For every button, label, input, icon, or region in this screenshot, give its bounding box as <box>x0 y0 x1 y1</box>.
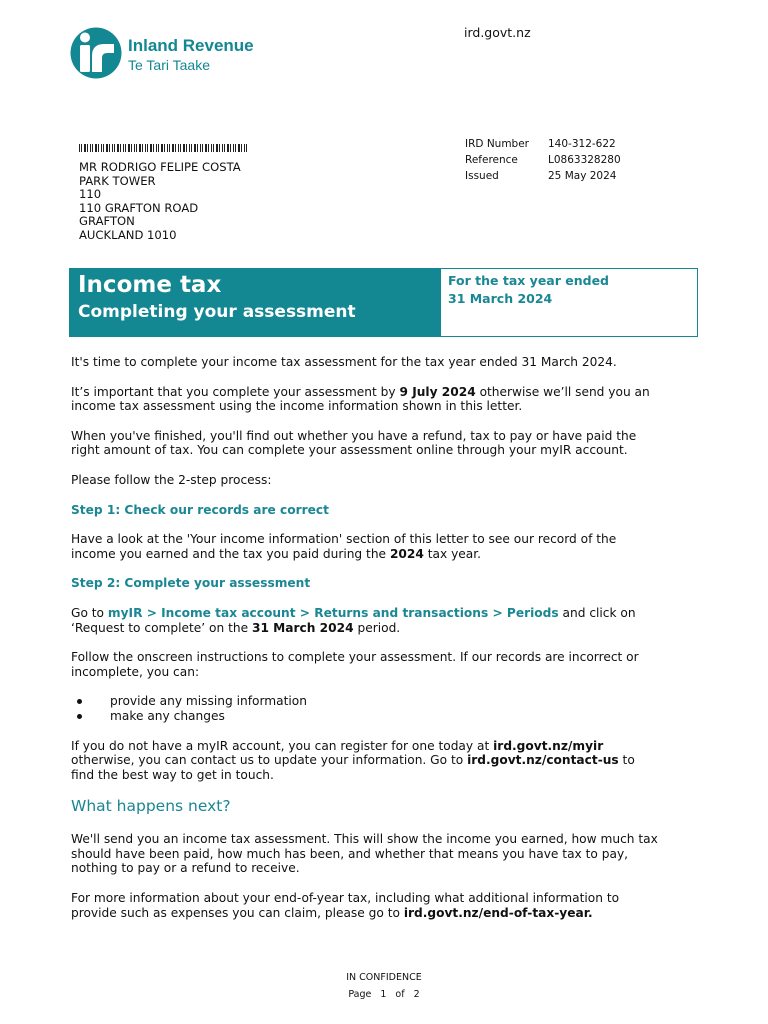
register-text: If you do not have a myIR account, you can register for one today at <box>71 738 494 753</box>
detail-label: IRD Number <box>465 138 529 150</box>
barcode <box>79 144 249 152</box>
address-line: AUCKLAND 1010 <box>79 227 177 242</box>
step-2-text: ‘Request to complete’ on the <box>71 620 252 635</box>
instructions-line: incomplete, you can: <box>71 664 200 679</box>
next-line: should have been paid, how much has been, and whether that means you have tax to pay, <box>71 846 629 861</box>
instructions-paragraph <box>71 650 721 679</box>
process-paragraph <box>71 473 721 488</box>
step-2-line <box>71 621 721 636</box>
reference-value: L0863328280 <box>548 154 621 166</box>
what-happens-next-heading: What happens next? <box>71 797 231 816</box>
detail-row-issued <box>465 168 621 184</box>
deadline-line <box>71 385 721 400</box>
logo-name: Inland Revenue <box>128 36 254 55</box>
step-1-line <box>71 547 721 562</box>
next-paragraph <box>71 832 721 876</box>
list-item <box>71 709 721 724</box>
page-total: 2 <box>413 989 420 1000</box>
list-item <box>71 694 721 709</box>
deadline-line: income tax assessment using the income information shown in this letter. <box>71 399 523 414</box>
page-label: Page <box>348 989 372 1000</box>
period-date: 31 March 2024 <box>251 620 354 635</box>
letter-body <box>71 355 721 935</box>
address-line: PARK TOWER <box>79 173 156 188</box>
deadline-date: 9 July 2024 <box>399 384 476 399</box>
tax-year-date: 31 March 2024 <box>448 291 553 306</box>
recipient-address <box>79 161 241 243</box>
step-1-line: Have a look at the 'Your income information' section of this letter to see our record of the <box>71 532 617 547</box>
step-2-text: period. <box>353 620 401 635</box>
address-line: 110 GRAFTON ROAD <box>79 200 199 215</box>
bullet-icon <box>77 714 82 719</box>
register-line <box>71 753 721 768</box>
ird-number-value: 140-312-622 <box>548 138 616 150</box>
step-2-heading <box>71 576 721 591</box>
myir-navigation-path: myIR > Income tax account > Returns and transactions > Periods <box>107 605 559 620</box>
website-address: ird.govt.nz <box>464 25 531 40</box>
more-info-paragraph <box>71 891 721 920</box>
logo-subname: Te Tari Taake <box>128 57 210 73</box>
step-1-heading <box>71 503 721 518</box>
deadline-paragraph <box>71 385 721 414</box>
tax-year: 2024 <box>389 546 424 561</box>
step-1-text: tax year. <box>423 546 482 561</box>
register-line <box>71 739 721 754</box>
outcome-line: right amount of tax. You can complete your assessment online through your myIR account. <box>71 443 628 458</box>
issued-date-value: 25 May 2024 <box>548 170 617 182</box>
tax-year-label: For the tax year ended <box>448 273 609 288</box>
title-banner <box>69 268 698 337</box>
classification-label: IN CONFIDENCE <box>346 972 422 983</box>
step-1-heading-text: Step 1: Check our records are correct <box>71 502 329 517</box>
contact-link-text: ird.govt.nz/contact-us <box>467 753 619 768</box>
outcome-line: When you've finished, you'll find out whether you have a refund, tax to pay or have paid the <box>71 428 637 443</box>
intro-line: It's time to complete your income tax assessment for the tax year ended 31 March 2024. <box>71 355 617 369</box>
banner-title: Income tax <box>78 272 222 298</box>
option-text: make any changes <box>110 708 225 723</box>
address-line: GRAFTON <box>79 214 135 229</box>
deadline-text: otherwise we’ll send you an <box>475 384 650 399</box>
step-1-paragraph <box>71 532 721 561</box>
options-list <box>71 694 721 723</box>
step-2-paragraph <box>71 606 721 635</box>
option-text: provide any missing information <box>110 694 307 709</box>
detail-label: Reference <box>465 154 518 166</box>
step-2-line <box>71 606 721 621</box>
more-info-text: provide such as expenses you can claim, please go to <box>71 905 404 920</box>
end-of-tax-year-link-text: ird.govt.nz/end-of-tax-year. <box>403 905 593 920</box>
detail-row-ird-number <box>465 136 621 152</box>
register-text: otherwise, you can contact us to update your information. Go to <box>71 753 468 768</box>
myir-link-text: ird.govt.nz/myir <box>493 738 604 753</box>
next-line: We'll send you an income tax assessment. This will show the income you earned, how much tax <box>71 832 658 847</box>
letter-details <box>465 136 621 184</box>
intro-paragraph <box>71 355 721 370</box>
step-2-text: Go to <box>71 605 108 620</box>
outcome-paragraph <box>71 429 721 458</box>
step-2-heading-text: Step 2: Complete your assessment <box>71 576 311 591</box>
address-line: 110 <box>79 187 102 202</box>
register-paragraph <box>71 739 721 783</box>
banner-subtitle: Completing your assessment <box>78 302 356 322</box>
page-count <box>0 989 768 1001</box>
bullet-icon <box>77 699 82 704</box>
step-2-text: and click on <box>558 605 636 620</box>
step-1-text: income you earned and the tax you paid during the <box>71 546 390 561</box>
process-line: Please follow the 2-step process: <box>71 472 272 487</box>
address-line: MR RODRIGO FELIPE COSTA <box>79 160 241 174</box>
detail-row-reference <box>465 152 621 168</box>
more-info-line <box>71 906 721 921</box>
page-current: 1 <box>380 989 387 1000</box>
instructions-line: Follow the onscreen instructions to complete your assessment. If our records are incorrect or <box>71 650 639 665</box>
register-text: to <box>618 753 635 768</box>
detail-label: Issued <box>465 170 499 182</box>
register-line: find the best way to get in touch. <box>71 767 274 782</box>
ird-logo-icon <box>70 27 122 79</box>
deadline-text: It’s important that you complete your assessment by <box>71 384 400 399</box>
page-of: of <box>395 989 405 1000</box>
next-line: nothing to pay or a refund to receive. <box>71 861 300 876</box>
more-info-line: For more information about your end-of-year tax, including what additional information to <box>71 891 620 906</box>
